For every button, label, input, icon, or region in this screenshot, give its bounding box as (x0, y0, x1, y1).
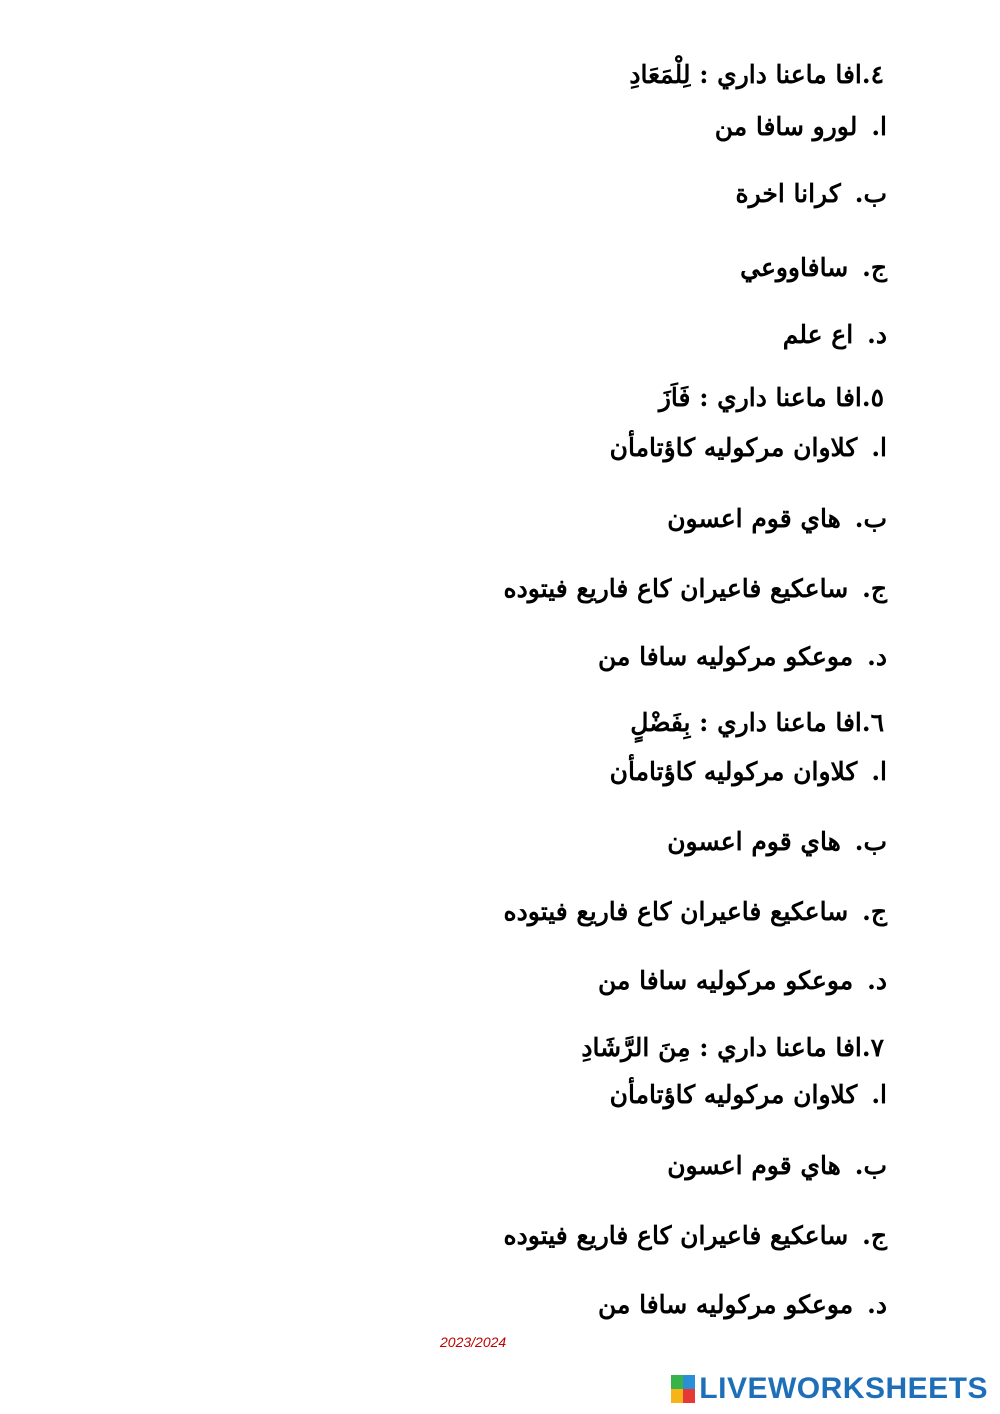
option-text: ساعكيع فاعيران كاع فاريع فيتوده (503, 1221, 849, 1250)
question-5-option-b[interactable] (667, 502, 887, 536)
question-5-stem: ٥.افا ماعنا داري : فَاَزَ (658, 383, 884, 412)
option-letter: د. (867, 966, 887, 995)
option-letter: ج. (862, 897, 887, 926)
liveworksheets-logo-icon (671, 1375, 695, 1403)
option-text: ساعكيع فاعيران كاع فاريع فيتوده (503, 574, 849, 603)
option-text: كرانا اخرة (735, 179, 841, 208)
option-text: هاي قوم اعسون (667, 504, 841, 533)
option-text: هاي قوم اعسون (667, 1151, 841, 1180)
question-4-option-d[interactable] (783, 318, 887, 352)
question-5-option-a[interactable] (610, 431, 887, 465)
option-letter: ا. (871, 112, 887, 141)
option-text: هاي قوم اعسون (667, 827, 841, 856)
option-letter: د. (867, 320, 887, 349)
question-5-option-d[interactable] (598, 640, 887, 674)
option-letter: ب. (854, 1151, 887, 1180)
question-4-option-c[interactable] (740, 251, 887, 285)
liveworksheets-logo[interactable] (671, 1374, 988, 1404)
option-letter: د. (867, 1290, 887, 1319)
question-5-option-c[interactable] (504, 572, 887, 606)
school-year: 2023/2024 (440, 1334, 507, 1350)
question-7-option-b[interactable] (667, 1149, 887, 1183)
question-4-option-a[interactable] (715, 110, 887, 144)
option-letter: ا. (871, 433, 887, 462)
question-6-option-b[interactable] (667, 825, 887, 859)
option-text: كلاوان مركوليه كاؤتامأن (609, 757, 858, 786)
option-text: موعكو مركوليه سافا من (597, 642, 854, 671)
option-letter: ا. (871, 757, 887, 786)
option-letter: ب. (854, 179, 887, 208)
option-text: كلاوان مركوليه كاؤتامأن (609, 433, 858, 462)
question-6-option-d[interactable] (598, 964, 887, 998)
option-text: موعكو مركوليه سافا من (597, 1290, 854, 1319)
option-letter: ج. (862, 574, 887, 603)
question-6-stem: ٦.افا ماعنا داري : بِفَضْلٍ (630, 708, 884, 737)
option-letter: ج. (862, 1221, 887, 1250)
question-7-option-a[interactable] (610, 1078, 887, 1112)
option-letter: ج. (862, 253, 887, 282)
option-text: سافاووعي (740, 253, 849, 282)
question-4-option-b[interactable] (736, 177, 887, 211)
brand-name: LIVEWORKSHEETS (699, 1372, 988, 1405)
option-text: كلاوان مركوليه كاؤتامأن (609, 1080, 858, 1109)
question-7-option-c[interactable] (504, 1219, 887, 1253)
option-letter: ا. (871, 1080, 887, 1109)
option-text: اع علم (782, 320, 854, 349)
option-letter: ب. (854, 827, 887, 856)
question-6-option-a[interactable] (610, 755, 887, 789)
question-7-stem: ٧.افا ماعنا داري : مِنَ الرَّشَادِ (581, 1033, 884, 1062)
question-6-option-c[interactable] (504, 895, 887, 929)
option-letter: د. (867, 642, 887, 671)
question-7-option-d[interactable] (598, 1288, 887, 1322)
option-text: موعكو مركوليه سافا من (597, 966, 854, 995)
option-text: لورو سافا من (714, 112, 858, 141)
option-text: ساعكيع فاعيران كاع فاريع فيتوده (503, 897, 849, 926)
question-4-stem: ٤.افا ماعنا داري : لِلْمَعَادِ (629, 60, 884, 89)
option-letter: ب. (854, 504, 887, 533)
